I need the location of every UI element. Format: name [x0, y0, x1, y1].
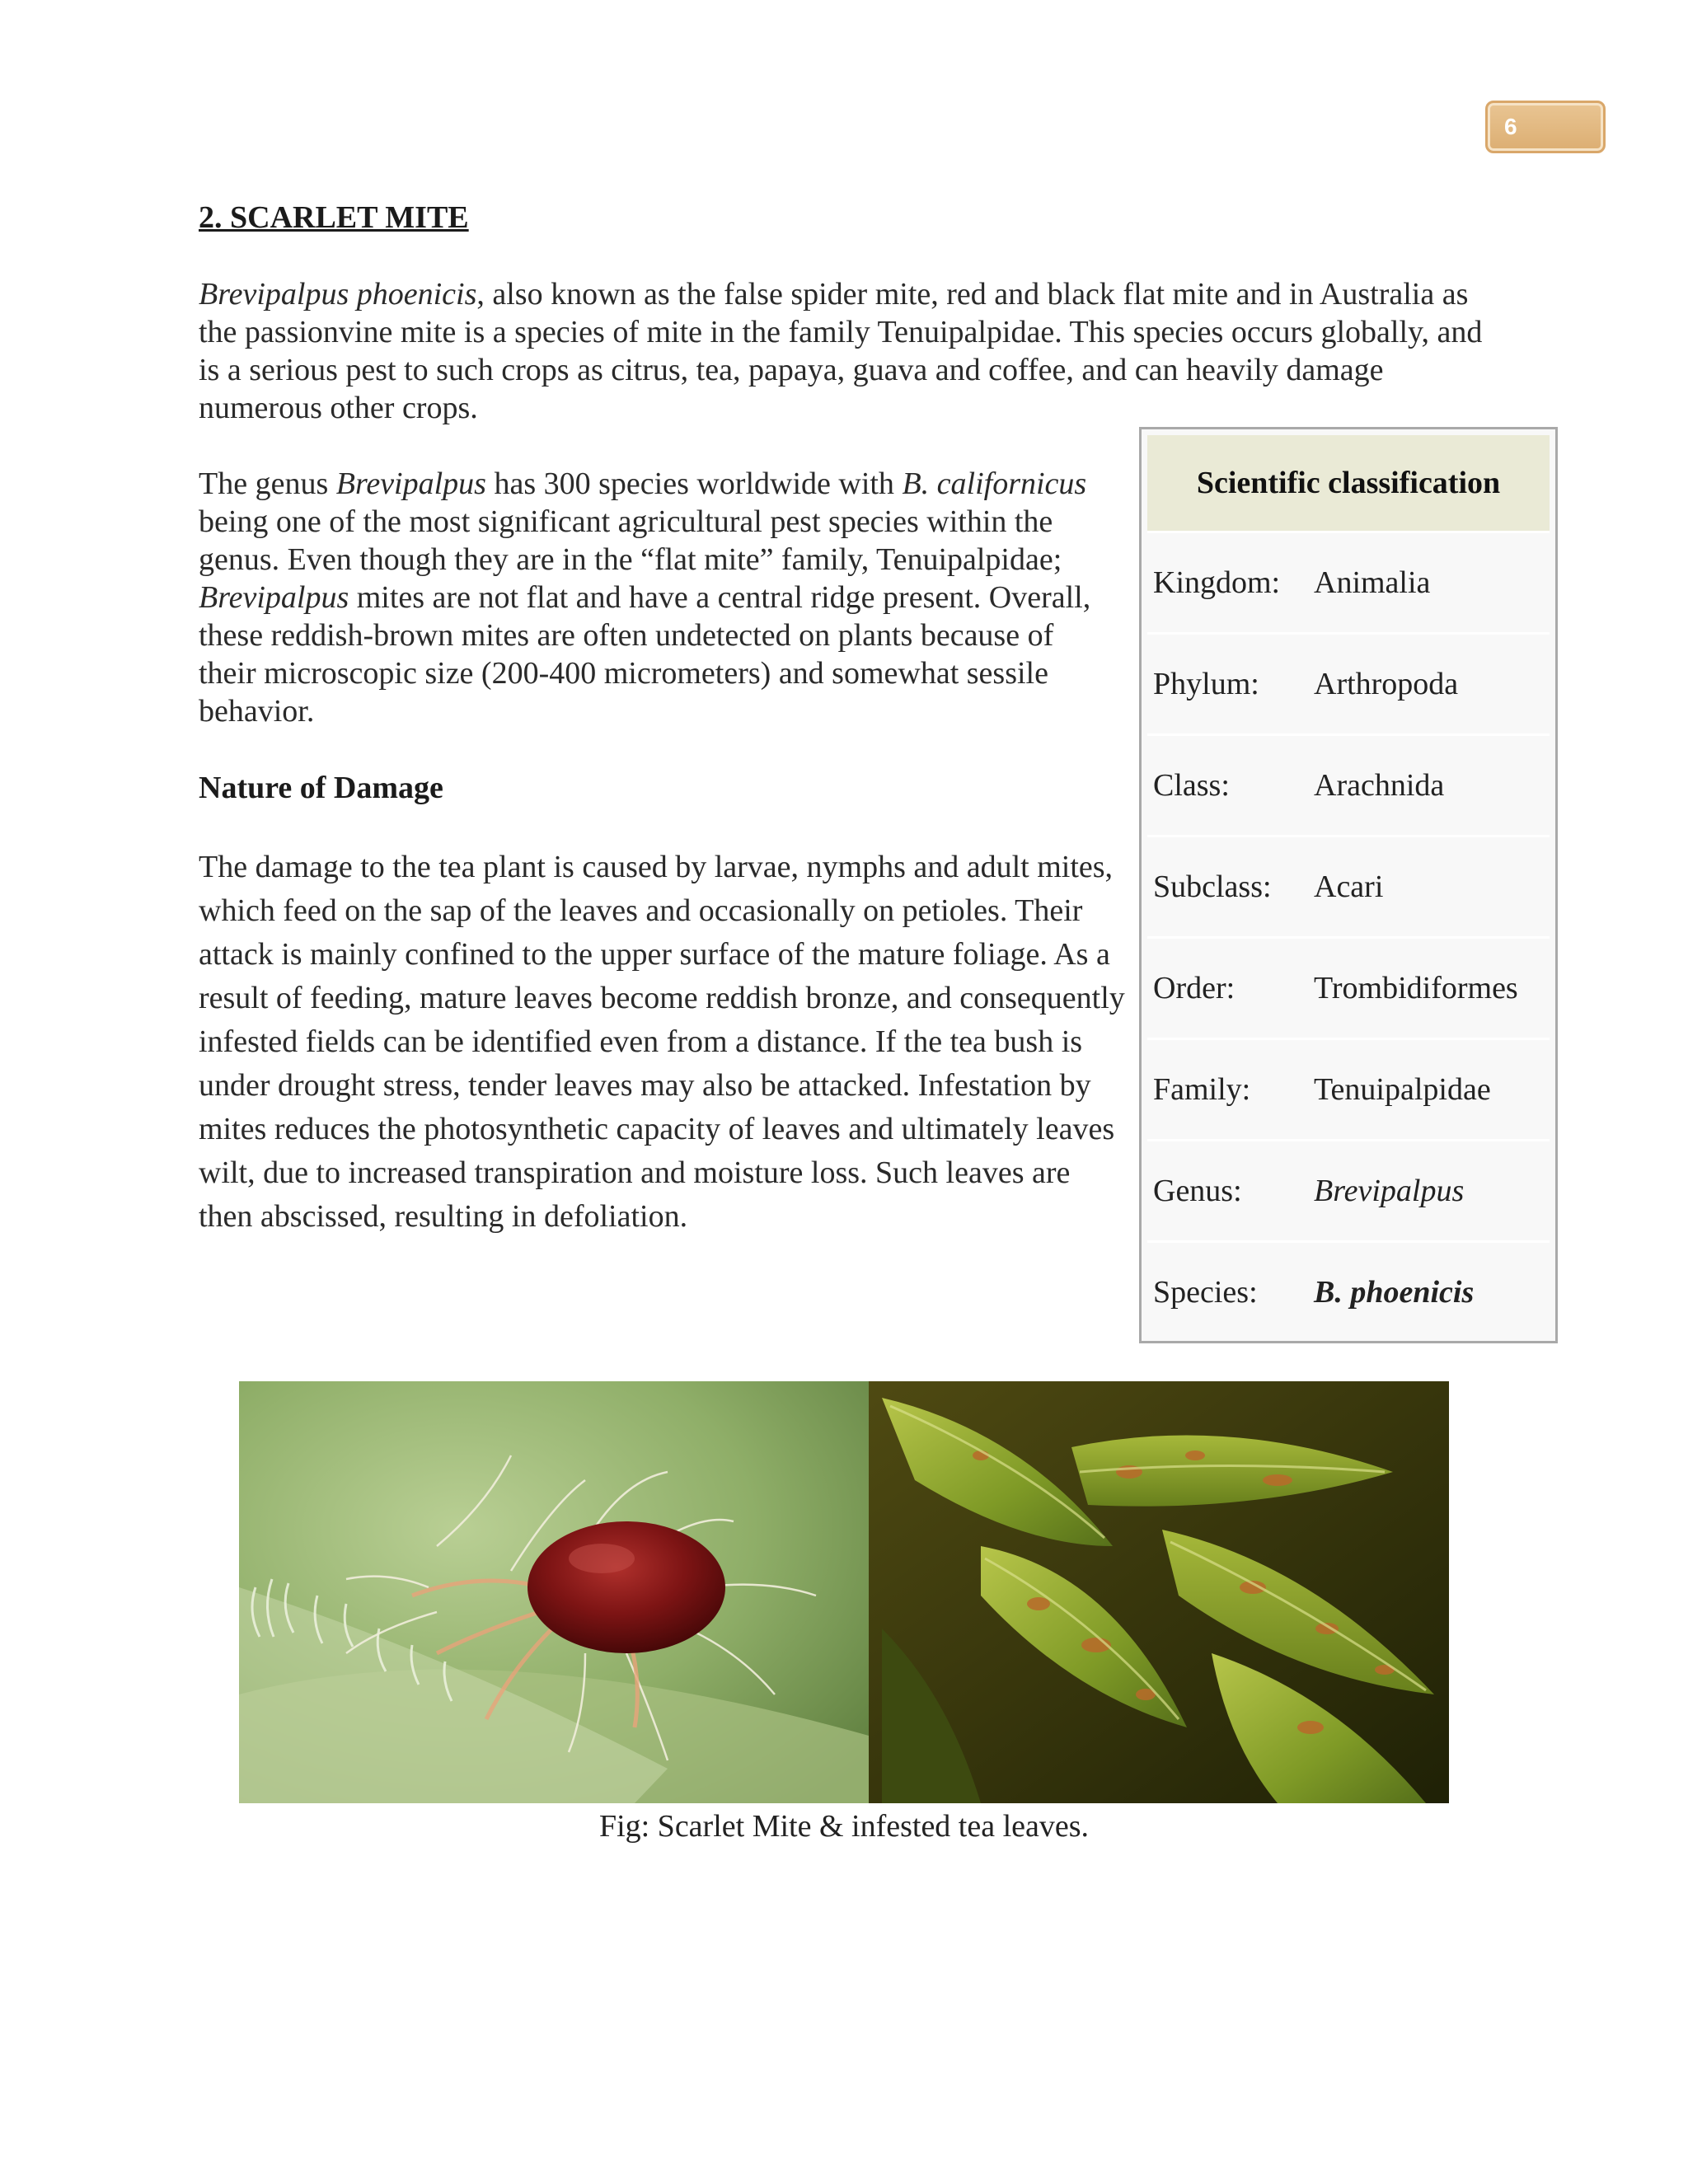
rank-value: Tenuipalpidae: [1314, 1072, 1491, 1107]
classification-row-genus: [1147, 1139, 1550, 1240]
page-number-badge: 6: [1485, 101, 1606, 153]
rank-label: Subclass:: [1153, 869, 1272, 904]
genus-text-3: being one of the most significant agricultural pest species within the genus. Even though they are in the “flat mite” family, Tenuipalpidae;: [199, 504, 1062, 577]
rank-label: Order:: [1153, 971, 1236, 1005]
rank-label: Genus:: [1153, 1174, 1242, 1208]
rank-label: Kingdom:: [1153, 565, 1281, 600]
classification-title: Scientific classification: [1147, 435, 1550, 531]
section-title: 2. SCARLET MITE: [199, 200, 469, 235]
classification-row-kingdom: [1147, 531, 1550, 632]
intro-paragraph: [199, 275, 1484, 427]
classification-row-subclass: [1147, 835, 1550, 936]
figure-photos: [239, 1381, 1449, 1803]
genus-paragraph: [199, 465, 1105, 730]
tea-leaves-photo: [869, 1381, 1449, 1803]
classification-row-species: [1147, 1240, 1550, 1342]
rank-label: Class:: [1153, 768, 1230, 803]
classification-row-family: [1147, 1038, 1550, 1139]
species-californicus: B. californicus: [902, 466, 1087, 501]
genus-text-1: The genus: [199, 466, 336, 501]
rank-label: Species:: [1153, 1275, 1258, 1310]
species-name: Brevipalpus phoenicis: [199, 277, 477, 312]
rank-value: Brevipalpus: [1314, 1174, 1465, 1208]
rank-value: Animalia: [1314, 565, 1431, 600]
classification-box: [1139, 427, 1558, 1343]
intro-text: , also known as the false spider mite, red and black flat mite and in Australia as the passionvine mite is a species of mite in the family Tenuipalpidae. This species occurs globally, and is a serious pest to such crops as citrus, tea, papaya, guava and coffee, and can heavily damage numerous other crops.: [199, 277, 1483, 425]
rank-value: Trombidiformes: [1314, 971, 1518, 1005]
classification-row-order: [1147, 936, 1550, 1038]
rank-label: Family:: [1153, 1072, 1251, 1107]
damage-heading: Nature of Damage: [199, 771, 443, 805]
rank-value: Arthropoda: [1314, 667, 1459, 701]
rank-value: Arachnida: [1314, 768, 1445, 803]
genus-name-2: Brevipalpus: [199, 580, 349, 615]
genus-name: Brevipalpus: [335, 466, 486, 501]
rank-label: Phylum:: [1153, 667, 1259, 701]
mite-photo: [239, 1381, 869, 1803]
classification-row-class: [1147, 733, 1550, 835]
rank-value: B. phoenicis: [1314, 1275, 1475, 1310]
genus-text-2: has 300 species worldwide with: [485, 466, 903, 501]
rank-value: Acari: [1314, 869, 1384, 904]
figure-caption: Fig: Scarlet Mite & infested tea leaves.: [598, 1809, 1090, 1844]
damage-paragraph: The damage to the tea plant is caused by larvae, nymphs and adult mites, which feed on the sap of the leaves and occasionally on petioles. Their attack is mainly confined to the upper surface of the mature foliage. As a result of feeding, mature leaves become reddish bronze, and consequently infested fields can be identified even from a distance. If the tea bush is under drought stress, tender leaves may also be attacked. Infestation by mites reduces the photosynthetic capacity of leaves and ultimately leaves wilt, due to increased transpiration and moisture loss. Such leaves are then abscissed, resulting in defoliation.: [199, 850, 1125, 1234]
classification-row-phylum: [1147, 632, 1550, 733]
genus-text-4: mites are not flat and have a central ridge present. Overall, these reddish-brown mites are often undetected on plants because of their microscopic size (200-400 micrometers) and somewhat sessile behavior.: [199, 580, 1091, 729]
